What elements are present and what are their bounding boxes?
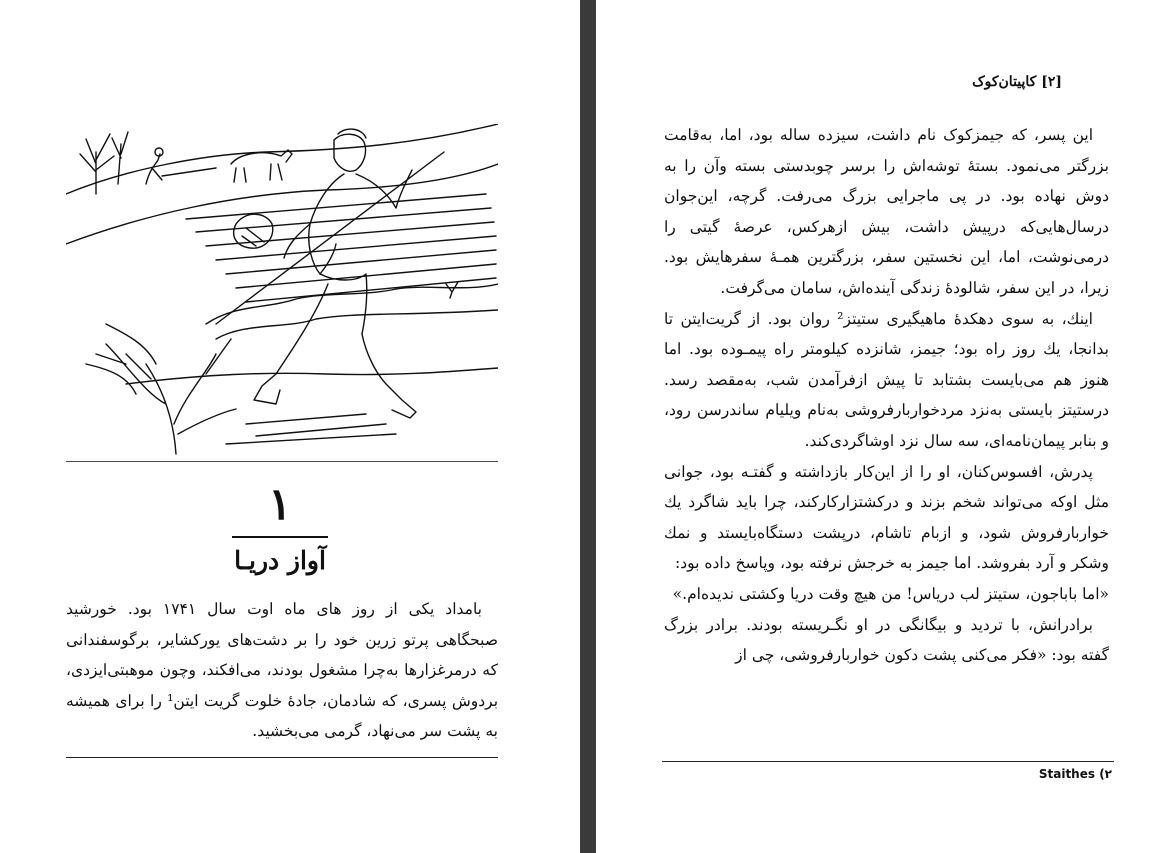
paragraph: اینك، به سوی دهکدهٔ ماهیگیری ستیتز² روان بود. از گریت‌ایتن تا بدانجا، یك روز راه بود؛ جیمز، شانزده کیلومتر راه پیمـوده بود. اما هنوز هم می‌بایست بشتابد تا پیش ازفرآمدن شب، به‌مقصد رسد. درستیتز بایستی به‌نزد مردخواربارفروشی به‌نام ویلیام ساندرسن رود، و بنابر پیمان‌نامه‌ای، سه سال نزد اوشاگردی‌کند. xyxy=(664,309,1109,450)
left-page xyxy=(0,0,580,853)
footnote: Staithes (۲ xyxy=(1038,767,1112,781)
paragraph: «اما باباجون، ستیتز لب دریاس! من هیچ وقت دریا وکشتی ندیده‌ام.» xyxy=(672,584,1109,603)
paragraph: پدرش، افسوس‌کنان، او را از این‌کار بازداشته و گفتـه بود، جوانی مثل اوکه می‌تواند شخم بزند و درکشتزارکارکند، چرا باید شاگرد یك خواربارفروش شود، و ازبام تاشام، درپشت دستگاه‌بایستد و نمك وشکر و آرد بفروشد. اما جیمز به خرجش نرفته بود، وپاسخ داده بود: xyxy=(664,462,1109,573)
chapter-divider xyxy=(232,536,328,538)
running-header: [۲] کاپیتان‌کوک xyxy=(972,74,1062,90)
paragraph: بامداد یکی از روز های ماه اوت سال ۱۷۴۱ بود. خورشید صبحگاهی پرتو زرین خود را بر دشت‌های یورکشایر، برگوسفندانی که درمرغزارها به‌چرا مشغول بودند، می‌افکند، وچون موهبتی‌ایزدی، بردوش پسری، که شادمان، جادهٔ خلوت گریت ایتن¹ را برای همیشه به پشت سر می‌نهاد، گرمی می‌بخشید. xyxy=(66,600,499,741)
boy-walking-illustration xyxy=(66,124,498,462)
paragraph: این پسر، که جیمزکوک نام داشت، سیزده ساله بود، اما، به‌قامت بزرگتر می‌نمود. بستهٔ توشه‌اش را برسر چوبدستی بسته وآن را به دوش نهاده بود. در پی ماجرایی بزرگ می‌رفت. گرچه، این‌جوان درسال‌هایی‌که درپیش داشت، بیش ازهرکس، عرصهٔ گیتی را درمی‌نوشت، اما، این نخستین سفر، بزرگترین همـهٔ سفرهایش بود. زیرا، در این سفر، شالودهٔ زندگی آینده‌اش، سامان می‌گرفت. xyxy=(664,126,1109,297)
page-body-text xyxy=(664,120,1109,671)
chapter-title: آواز دریـا xyxy=(234,546,326,575)
footnote-divider xyxy=(66,757,498,758)
footnote-divider xyxy=(662,761,1114,762)
paragraph: برادرانش، با تردید و بیگانگی در او نگـریسته بودند. برادر بزرگ گفته بود: «فکر می‌کنی پشت دکون خواربارفروشی، چی از xyxy=(664,615,1109,665)
book-spine-gutter xyxy=(580,0,596,853)
chapter-opening-paragraph xyxy=(66,594,498,747)
chapter-number: ۱ xyxy=(268,479,292,530)
